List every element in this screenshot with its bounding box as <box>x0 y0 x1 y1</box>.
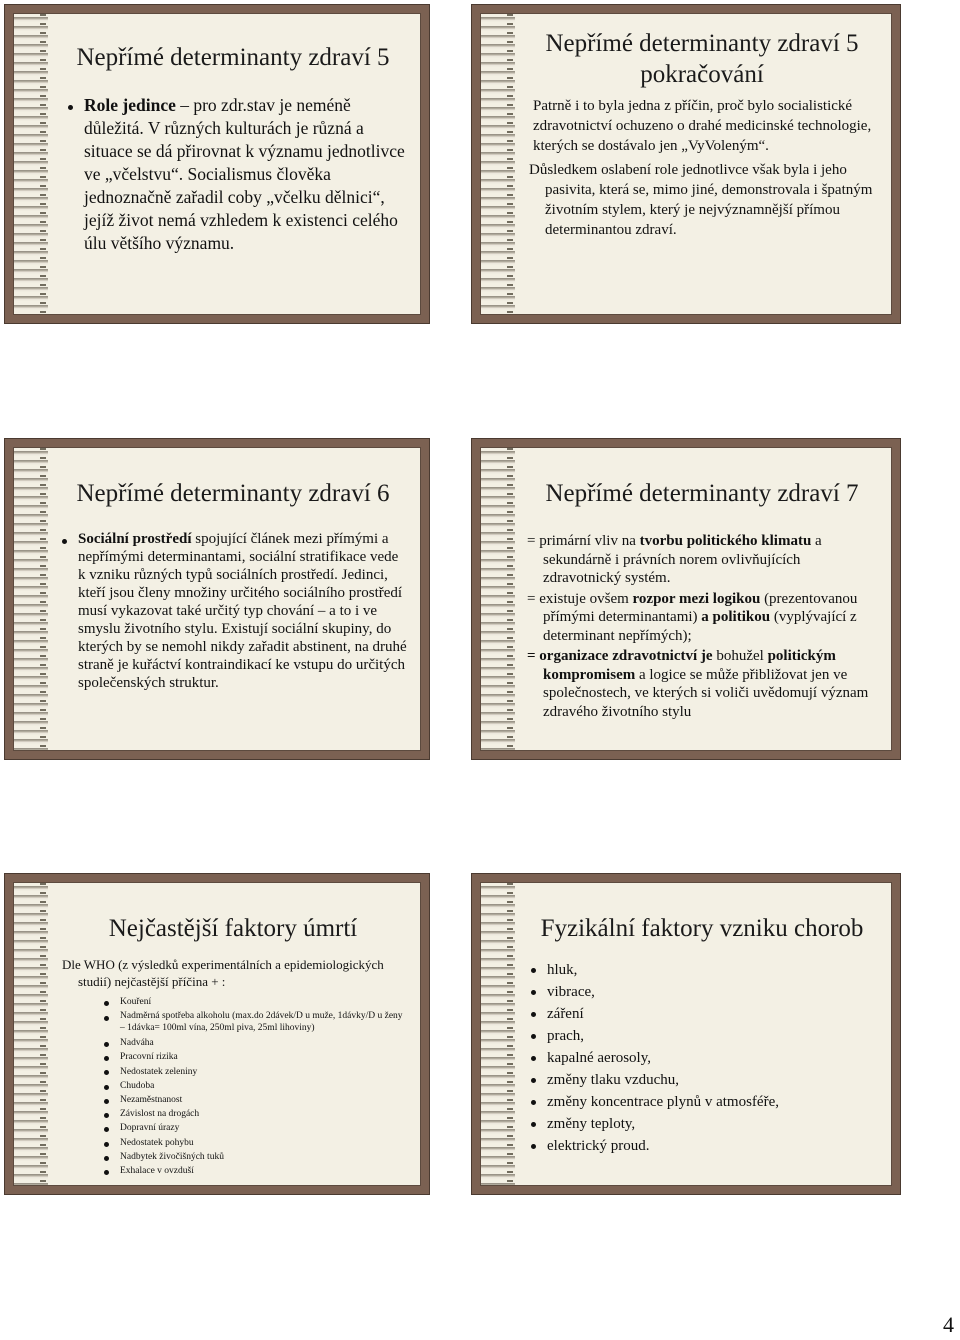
list-item: Závislost na drogách <box>102 1107 406 1121</box>
slide-5 <box>4 873 430 1195</box>
text-run-bold: tvorbu politického klimatu <box>639 533 812 549</box>
list-item: Nadměrná spotřeba alkoholu (max.do 2dávek/D u muže, 1dávky/D u ženy – 1dávka= 100ml vína, 250ml piva, 25ml lihoviny) <box>102 1010 406 1034</box>
slide-title: Fyzikální faktory vzniku chorob <box>540 915 864 942</box>
slide-1-body <box>13 13 421 315</box>
list-item: změny teploty, <box>529 1113 879 1135</box>
item-bold-text: Sociální prostředí <box>78 531 192 547</box>
list-item <box>60 530 408 692</box>
title-line-1: Nepřímé determinanty zdraví 5 <box>545 30 859 57</box>
list-item: kapalné aerosoly, <box>529 1047 879 1069</box>
slide-content <box>66 94 406 255</box>
text-run: (vyplývající z determinant nepřímých); <box>543 609 857 644</box>
slide-content <box>527 532 879 721</box>
list-item: Exhalace v ovzduší <box>102 1164 406 1178</box>
page-number: 4 <box>943 1312 954 1337</box>
list-item: Pracovní rizika <box>102 1050 406 1064</box>
slide-4 <box>471 438 901 760</box>
paragraph <box>527 647 879 721</box>
list-item: Nedostatek zeleniny <box>102 1065 406 1079</box>
list-item: Nadváha <box>102 1036 406 1050</box>
list-item: prach, <box>529 1025 879 1047</box>
list-item: změny tlaku vzduchu, <box>529 1069 879 1091</box>
paragraph <box>527 590 879 646</box>
slide-content <box>529 959 879 1157</box>
list-item: Chudoba <box>102 1079 406 1093</box>
bullet-list <box>66 94 406 255</box>
slide-title <box>525 28 879 90</box>
spiral-binding-icon <box>14 14 48 314</box>
slide-3-body <box>13 447 421 751</box>
item-text: spojující článek mezi přímými a nepřímými determinantami, sociální stratifikace vede k vzniku různých typů sociálních prostředí. Jedinci, kteří jsou členy množiny určitého sociálního prostředí musí vykazovat také určitý typ chování – a to i ve smyslu životního stylu. Existují sociální skupiny, do kterých by se nemohl nikdy zařadit abstinent, na druhé straně je kuřáctví kontraindikací ke vstupu do určitých společenských struktur. <box>78 531 407 691</box>
slide-4-body <box>480 447 892 751</box>
paragraph: Patrně i to byla jedna z příčin, proč bylo socialistické zdravotnictví ochuzeno o drahé medicinské technologie, kterých se dostávalo jen „VyVoleným“. <box>533 98 872 154</box>
list-item: Dopravní úrazy <box>102 1121 406 1135</box>
text-run-bold: rozpor mezi logikou <box>632 590 761 607</box>
bullet-list <box>102 995 406 1178</box>
spiral-binding-icon <box>14 883 48 1185</box>
slide-content <box>62 957 406 1178</box>
slide-title: Nepřímé determinanty zdraví 7 <box>545 480 859 507</box>
list-item: Kouření <box>102 995 406 1009</box>
paragraph: Důsledkem oslabení role jednotlivce však byla i jeho pasivita, která se, mimo jiné, demonstrovala i špatným životním stylem, který je nejvýznamnější přímou determinantou zdraví. <box>529 162 873 238</box>
slide-1 <box>4 4 430 324</box>
spiral-binding-icon <box>481 14 515 314</box>
list-item: hluk, <box>529 959 879 981</box>
list-item: Nezaměstnanost <box>102 1093 406 1107</box>
slide-content <box>529 96 879 240</box>
text-run-bold: = organizace zdravotnictví je <box>527 648 713 664</box>
text-run: = existuje ovšem <box>527 590 633 607</box>
text-run: a sekundárně i právních norem ovlivňujících zdravotnický systém. <box>543 533 822 586</box>
item-bold-text: Role jedince <box>84 95 176 115</box>
list-item: záření <box>529 1003 879 1025</box>
list-item: Nadbytek živočišných tuků <box>102 1150 406 1164</box>
spiral-binding-icon <box>14 448 48 750</box>
spiral-binding-icon <box>481 448 515 750</box>
item-text: – pro zdr.stav je neméně důležitá. V různých kulturách je různá a situace se dá přirovnat k významu jednotlivce ve „včelstvu“. Socialismus člověka jednoznačně zařadil coby „včelku dělnici“, jejíž život nemá vzhledem k existenci celého úlu většího významu. <box>84 95 405 253</box>
list-item: Nedostatek pohybu <box>102 1136 406 1150</box>
slide-content <box>60 530 408 692</box>
text-run-bold: a politikou <box>701 609 771 625</box>
list-item: elektrický proud. <box>529 1135 879 1157</box>
slide-6-body <box>480 882 892 1186</box>
list-item: vibrace, <box>529 981 879 1003</box>
text-run: (prezentovanou přímými determinantami) <box>543 590 858 625</box>
list-item <box>66 94 406 255</box>
slide-6 <box>471 873 901 1195</box>
text-run: bohužel <box>712 648 768 664</box>
bullet-list <box>529 959 879 1157</box>
slide-title: Nepřímé determinanty zdraví 6 <box>76 480 390 507</box>
text-run: = primární vliv na <box>527 533 640 549</box>
title-line-2: pokračování <box>640 61 764 88</box>
text-run: a logice se může přibližovat jen ve společnostech, ve kterých si voliči uvědomují význam zdravého životního stylu <box>543 666 869 720</box>
slide-5-body <box>13 882 421 1186</box>
slide-title: Nejčastější faktory úmrtí <box>108 915 358 942</box>
spiral-binding-icon <box>481 883 515 1185</box>
slide-2 <box>471 4 901 324</box>
intro-text: Dle WHO (z výsledků experimentálních a epidemiologických studií) nejčastější příčina + : <box>62 957 384 989</box>
bullet-list <box>60 530 408 692</box>
slide-3 <box>4 438 430 760</box>
slide-2-body <box>480 13 892 315</box>
list-item: změny koncentrace plynů v atmosféře, <box>529 1091 879 1113</box>
text-run-bold: politickým kompromisem <box>543 648 836 683</box>
paragraph <box>527 532 879 588</box>
slide-title: Nepřímé determinanty zdraví 5 <box>76 44 390 71</box>
